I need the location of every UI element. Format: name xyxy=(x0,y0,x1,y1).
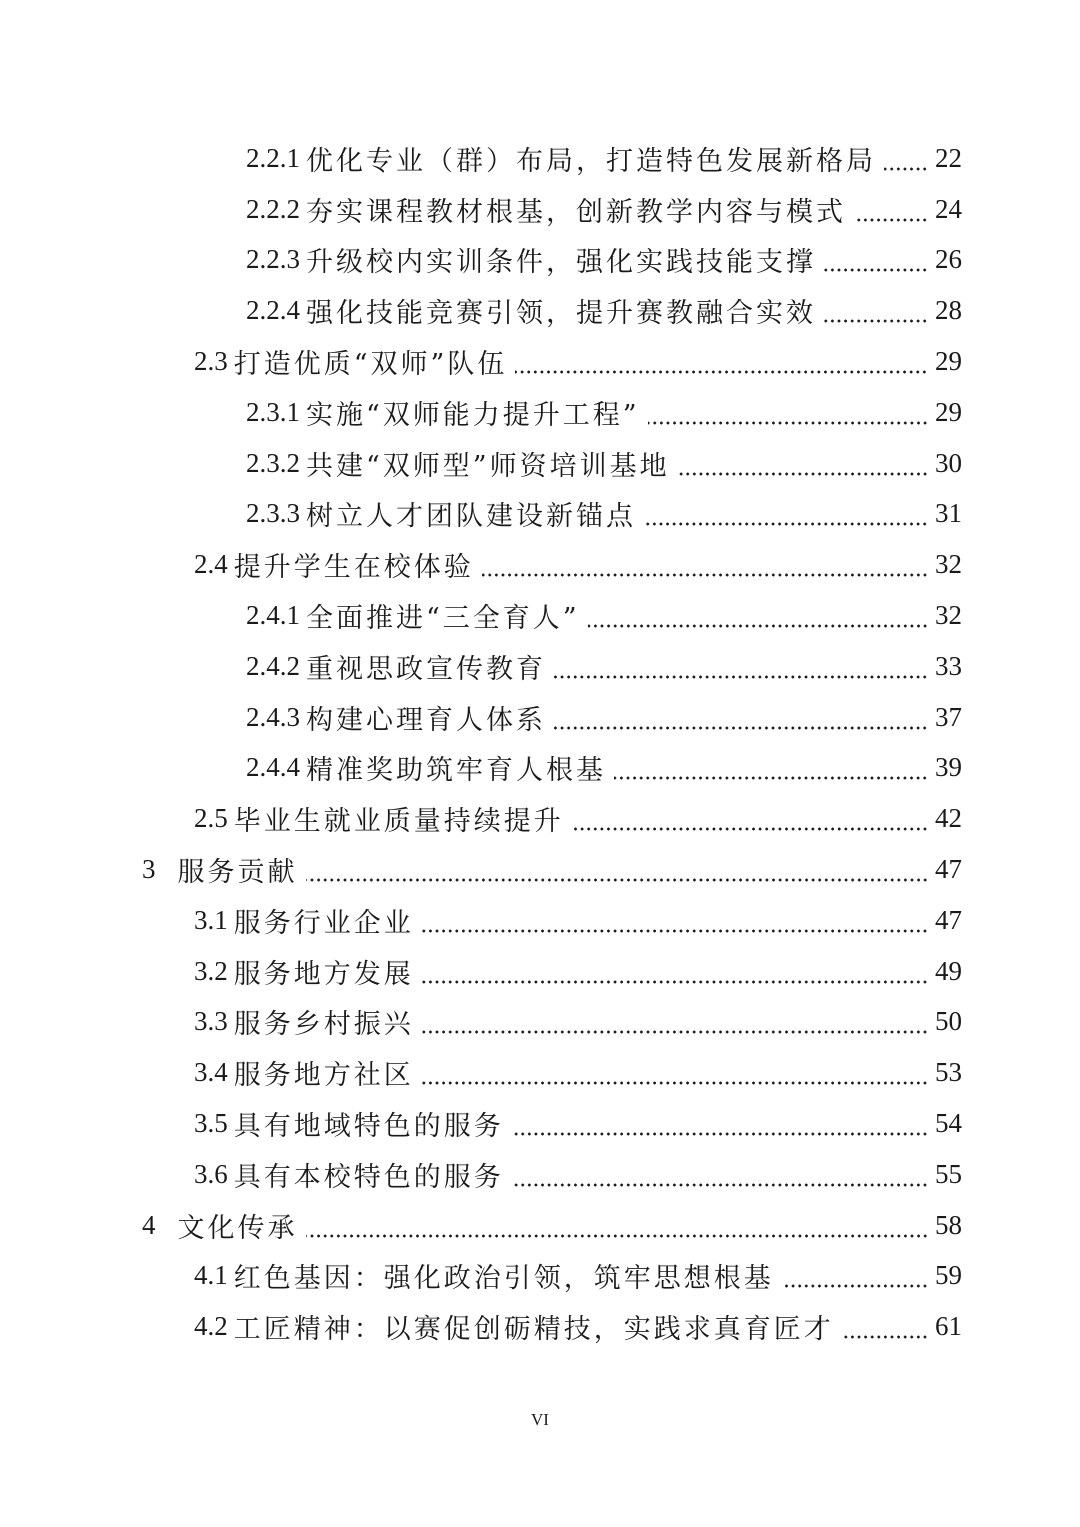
toc-entry-number: 2.4.3 xyxy=(246,701,300,732)
toc-leader-dots xyxy=(854,218,928,222)
toc-entry-title: 服务贡献 xyxy=(177,857,298,889)
toc-entry[interactable] xyxy=(0,692,962,743)
toc-entry-page: 31 xyxy=(935,498,962,529)
toc-entry[interactable] xyxy=(0,285,962,336)
toc-entry-number: 4 xyxy=(142,1209,156,1240)
toc-leader-dots xyxy=(482,573,928,577)
toc-leader-dots xyxy=(572,827,928,831)
toc-entry-number: 4.2 xyxy=(194,1311,228,1342)
toc-leader-dots xyxy=(554,675,928,679)
toc-leader-dots xyxy=(422,1081,928,1085)
toc-entry-title: 强化技能竞赛引领，提升赛教融合实效 xyxy=(306,298,816,330)
toc-entry-page: 32 xyxy=(935,549,962,580)
toc-entry[interactable] xyxy=(0,1149,962,1200)
toc-entry-number: 3.3 xyxy=(194,1006,228,1037)
toc-leader-dots xyxy=(306,1234,929,1238)
toc-entry-page: 39 xyxy=(935,752,962,783)
toc-entry-title: 工匠精神：以赛促创砺精技，实践求真育匠才 xyxy=(233,1314,834,1346)
toc-entry-title: 优化专业（群）布局，打造特色发展新格局 xyxy=(306,145,876,177)
toc-entry-title: 重视思政宣传教育 xyxy=(306,653,546,685)
toc-entry-page: 37 xyxy=(935,701,962,732)
toc-leader-dots xyxy=(422,1030,928,1034)
toc-entry-title: 全面推进“三全育人” xyxy=(306,603,580,635)
toc-leader-dots xyxy=(588,624,928,628)
toc-entry-number: 2.3.1 xyxy=(246,396,300,427)
toc-entry[interactable] xyxy=(0,336,962,387)
toc-entry-title: 文化传承 xyxy=(177,1212,298,1244)
toc-entry[interactable] xyxy=(0,743,962,794)
toc-entry-number: 2.5 xyxy=(194,803,228,834)
toc-entry-title: 红色基因：强化政治引领，筑牢思想根基 xyxy=(233,1263,774,1295)
toc-entry-page: 55 xyxy=(935,1158,962,1189)
toc-entry-number: 2.4.4 xyxy=(246,752,300,783)
toc-entry-title: 升级校内实训条件，强化实践技能支撑 xyxy=(306,247,816,279)
toc-entry[interactable] xyxy=(0,641,962,692)
toc-entry-number: 2.2.1 xyxy=(246,142,300,173)
toc-entry-page: 53 xyxy=(935,1057,962,1088)
toc-entry-title: 具有地域特色的服务 xyxy=(233,1111,504,1143)
toc-entry-number: 2.3 xyxy=(194,346,228,377)
toc-entry-title: 构建心理育人体系 xyxy=(306,704,546,736)
toc-entry-number: 2.2.2 xyxy=(246,193,300,224)
toc-leader-dots xyxy=(614,776,928,780)
page-number: VI xyxy=(531,1410,549,1429)
toc-entry-page: 29 xyxy=(935,346,962,377)
toc-entry-number: 3.6 xyxy=(194,1158,228,1189)
toc-entry[interactable] xyxy=(0,438,962,489)
toc-entry-page: 58 xyxy=(935,1209,962,1240)
toc-entry-page: 47 xyxy=(935,854,962,885)
toc-entry-title: 毕业生就业质量持续提升 xyxy=(233,806,564,838)
toc-entry-number: 3.2 xyxy=(194,955,228,986)
toc-leader-dots xyxy=(824,268,928,272)
toc-entry[interactable] xyxy=(0,590,962,641)
toc-entry-title: 打造优质“双师”队伍 xyxy=(233,349,508,381)
toc-leader-dots xyxy=(884,167,928,171)
toc-entry-page: 26 xyxy=(935,244,962,275)
toc-entry-number: 2.4 xyxy=(194,549,228,580)
toc-entry[interactable] xyxy=(0,997,962,1048)
toc-entry[interactable] xyxy=(0,793,962,844)
toc-entry-page: 50 xyxy=(935,1006,962,1037)
toc-leader-dots xyxy=(422,929,928,933)
toc-entry-number: 3.5 xyxy=(194,1108,228,1139)
toc-entry-title: 共建“双师型”师资培训基地 xyxy=(306,450,670,482)
toc-entry-number: 2.2.4 xyxy=(246,295,300,326)
toc-leader-dots xyxy=(515,370,928,374)
toc-entry-number: 2.2.3 xyxy=(246,244,300,275)
table-of-contents xyxy=(0,133,1080,1352)
toc-entry-number: 2.4.2 xyxy=(246,650,300,681)
toc-entry[interactable] xyxy=(0,1251,962,1302)
toc-leader-dots xyxy=(648,421,928,425)
toc-entry-page: 29 xyxy=(935,396,962,427)
toc-entry-title: 精准奖助筑牢育人根基 xyxy=(306,755,606,787)
toc-entry-number: 4.1 xyxy=(194,1260,228,1291)
toc-leader-dots xyxy=(782,1284,928,1288)
toc-entry-page: 33 xyxy=(935,650,962,681)
toc-entry-title: 夯实课程教材根基，创新教学内容与模式 xyxy=(306,196,846,228)
toc-entry-number: 3 xyxy=(142,854,156,885)
toc-entry[interactable] xyxy=(0,133,962,184)
toc-entry[interactable] xyxy=(0,844,962,895)
toc-entry-title: 具有本校特色的服务 xyxy=(233,1161,504,1193)
toc-leader-dots xyxy=(306,878,929,882)
toc-entry[interactable] xyxy=(0,1098,962,1149)
toc-entry-page: 28 xyxy=(935,295,962,326)
toc-entry[interactable] xyxy=(0,895,962,946)
toc-leader-dots xyxy=(842,1335,928,1339)
toc-entry-page: 61 xyxy=(935,1311,962,1342)
toc-entry-title: 服务地方发展 xyxy=(233,958,414,990)
toc-entry-title: 实施“双师能力提升工程” xyxy=(306,399,640,431)
toc-entry[interactable] xyxy=(0,387,962,438)
toc-entry[interactable] xyxy=(0,1200,962,1251)
toc-entry-page: 30 xyxy=(935,447,962,478)
toc-entry[interactable] xyxy=(0,1047,962,1098)
toc-leader-dots xyxy=(422,980,928,984)
toc-leader-dots xyxy=(512,1183,928,1187)
toc-entry-title: 服务地方社区 xyxy=(233,1060,414,1092)
toc-entry-page: 49 xyxy=(935,955,962,986)
toc-leader-dots xyxy=(644,522,928,526)
toc-entry-page: 42 xyxy=(935,803,962,834)
toc-entry[interactable] xyxy=(0,1301,962,1352)
toc-entry-number: 3.4 xyxy=(194,1057,228,1088)
toc-leader-dots xyxy=(512,1132,928,1136)
toc-entry-title: 服务乡村振兴 xyxy=(233,1009,414,1041)
toc-entry-title: 树立人才团队建设新锚点 xyxy=(306,501,636,533)
toc-entry[interactable] xyxy=(0,539,962,590)
toc-leader-dots xyxy=(554,726,928,730)
toc-entry-page: 47 xyxy=(935,904,962,935)
toc-entry-page: 22 xyxy=(935,142,962,173)
toc-entry-page: 24 xyxy=(935,193,962,224)
toc-entry-number: 2.3.2 xyxy=(246,447,300,478)
toc-leader-dots xyxy=(824,319,928,323)
toc-entry[interactable] xyxy=(0,235,962,286)
toc-entry[interactable] xyxy=(0,184,962,235)
toc-leader-dots xyxy=(678,472,928,476)
toc-entry-page: 59 xyxy=(935,1260,962,1291)
toc-entry[interactable] xyxy=(0,489,962,540)
toc-entry-number: 3.1 xyxy=(194,904,228,935)
toc-entry-title: 服务行业企业 xyxy=(233,907,414,939)
toc-entry-number: 2.4.1 xyxy=(246,600,300,631)
toc-entry-page: 32 xyxy=(935,600,962,631)
toc-entry-page: 54 xyxy=(935,1108,962,1139)
toc-entry-number: 2.3.3 xyxy=(246,498,300,529)
toc-entry[interactable] xyxy=(0,946,962,997)
toc-entry-title: 提升学生在校体验 xyxy=(233,552,474,584)
